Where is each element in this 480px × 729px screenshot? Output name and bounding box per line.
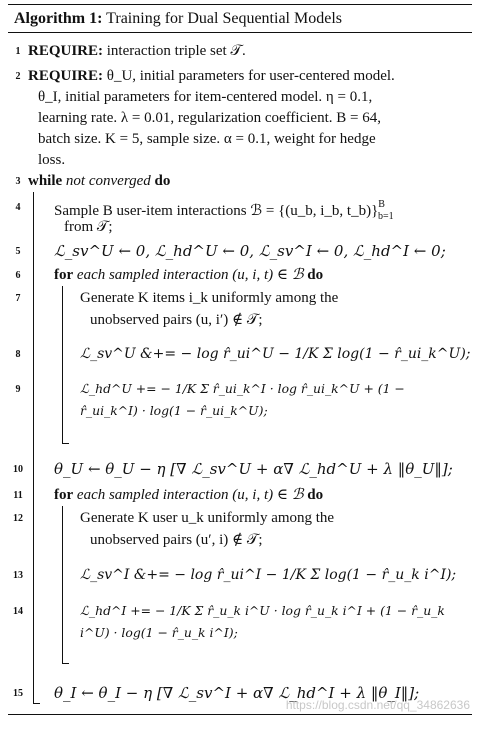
header-rule [8,32,472,33]
line-6: for each sampled interaction (u, i, t) ∈ ℬ do [54,267,324,283]
line-14: ℒ_hd^I += − 1/K Σ r̂_u_k i^U · log r̂_u_k i^I + (1 − r̂_u_k i^U) · log(1 − r̂_u_k i^I); [80,603,445,640]
line-number: 9 [15,384,21,395]
algorithm-label: Algorithm 1: [14,10,103,27]
line-number: 15 [13,688,23,699]
line-2-cont: θ_I, initial parameters for item-centered model. η = 0.1, [38,89,373,105]
line-12-cont: unobserved pairs (u′, i) ∉ 𝒯; [90,532,263,548]
line-7: Generate K items i_k uniformly among the [80,290,339,306]
line-2-cont: loss. [38,152,66,168]
line-12: Generate K user u_k uniformly among the [80,510,335,526]
while-block-bar [33,192,34,704]
for-block-bar [62,286,63,444]
line-number: 10 [13,464,23,475]
line-number: 14 [13,606,23,617]
line-number: 4 [15,202,21,213]
line-11: for each sampled interaction (u, i, t) ∈ ℬ do [54,487,324,503]
watermark: https://blog.csdn.net/qq_34862636 [285,698,470,712]
top-rule [8,4,472,5]
line-4: Sample B user-item interactions ℬ = {(u_b, i_b, t_b)}$^B_{b=1}$ [54,199,394,222]
line-number: 13 [13,570,23,581]
line-number: 5 [15,246,21,257]
line-number: 6 [15,270,21,281]
line-1: REQUIRE: interaction triple set 𝒯. [28,43,246,59]
algorithm-name: Training for Dual Sequential Models [106,10,342,27]
line-number: 3 [15,176,21,187]
line-2-cont: learning rate. λ = 0.01, regularization coefficient. B = 64, [38,110,381,126]
line-9: ℒ_hd^U += − 1/K Σ r̂_ui_k^I · log r̂_ui_k^U + (1 − r̂_ui_k^I) · log(1 − r̂_ui_k^U); [80,381,405,418]
line-number: 1 [15,46,21,57]
line-8: ℒ_sv^U &+= − log r̂_ui^U − 1/K Σ log(1 − r̂_ui_k^U); [80,346,471,362]
line-7-cont: unobserved pairs (u, i′) ∉ 𝒯; [90,312,263,328]
line-number: 11 [13,490,23,501]
line-number: 7 [15,293,21,304]
line-13: ℒ_sv^I &+= − log r̂_ui^I − 1/K Σ log(1 − r̂_u_k i^I); [80,567,457,583]
algorithm-title [14,10,342,28]
line-3: while not converged do [28,173,171,189]
line-number: 12 [13,513,23,524]
bottom-rule [8,714,472,715]
line-5: ℒ_sv^U ← 0, ℒ_hd^U ← 0, ℒ_sv^I ← 0, ℒ_hd^I ← 0; [54,242,446,260]
line-2: REQUIRE: θ_U, initial parameters for user-centered model. [28,68,395,84]
for-block-bar [62,506,63,664]
line-2-cont: batch size. K = 5, sample size. α = 0.1, weight for hedge [38,131,376,147]
line-10: θ_U ← θ_U − η [∇ ℒ_sv^U + α∇ ℒ_hd^U + λ ‖θ_U‖]; [54,460,453,478]
line-number: 2 [15,71,21,82]
line-4-cont: from 𝒯; [64,219,113,235]
line-number: 8 [15,349,21,360]
line-15: θ_I ← θ_I − η [∇ ℒ_sv^I + α∇ ℒ_hd^I + λ ‖θ_I‖]; [54,684,420,702]
